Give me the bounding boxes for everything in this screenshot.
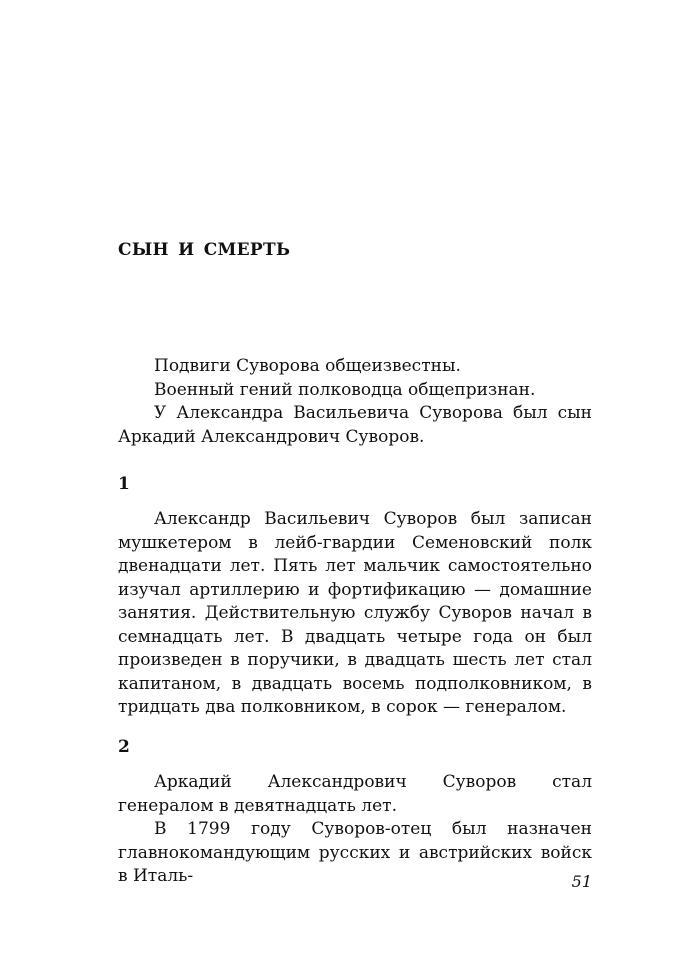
paragraph: Аркадий Александрович Суворов стал генералом в девятнадцать лет.	[118, 772, 592, 816]
paragraph: В 1799 году Суворов-отец был назначен главнокомандующим русских и австрийских войск в Италь-	[118, 819, 592, 886]
intro-line: Подвиги Суворова общеизвестны.	[154, 356, 461, 376]
intro-line: Военный гений полководца общепризнан.	[154, 379, 536, 400]
paragraph: Александр Васильевич Суворов был записан мушкетером в лейб-гвардии Семеновский полк двенадцати лет. Пять лет мальчик самостоятельно изучал артиллерию и фортификацию — домашние занятия. Действительную службу Суворов начал в семнадцать лет. В двадцать четыре года он был произведен в поручики, в двадцать шесть лет стал капитаном, в двадцать восемь подполковником, в тридцать два полковником, в сорок — генералом.	[118, 509, 592, 717]
section-number: 2	[118, 737, 130, 757]
section-body	[118, 508, 592, 720]
intro-line: У Александра Васильевича Суворова был сын Аркадий Александрович Суворов.	[118, 403, 592, 447]
section-body	[118, 771, 592, 889]
section-number: 1	[118, 474, 130, 494]
page-number: 51	[571, 872, 592, 891]
intro-block	[118, 355, 592, 449]
chapter-title: СЫН И СМЕРТЬ	[118, 240, 291, 260]
